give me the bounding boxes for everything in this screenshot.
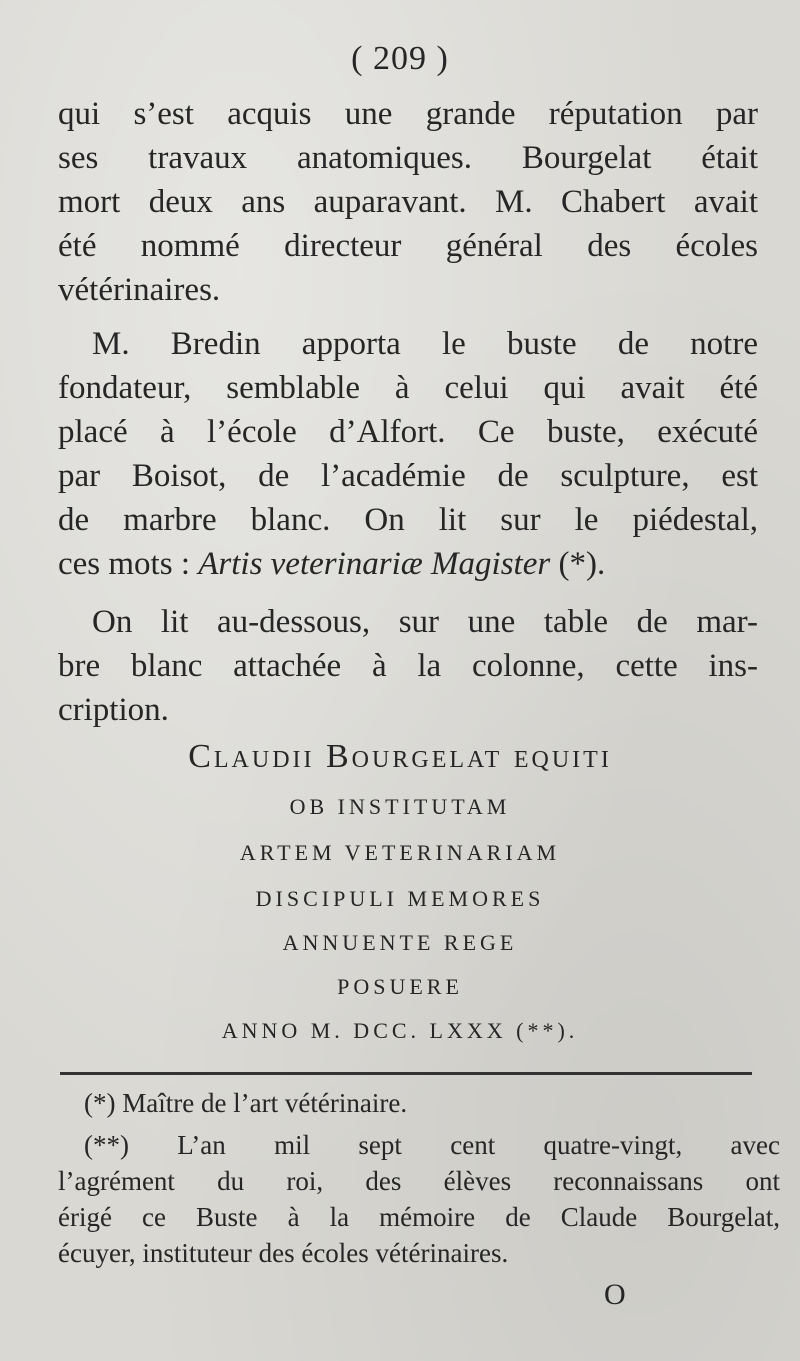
footnote-divider <box>60 1072 752 1075</box>
text-line: cription. <box>58 692 169 728</box>
latin-motto: Artis veterinariæ Magister <box>198 546 551 582</box>
text-line: placé à l’école d’Alfort. Ce buste, exécuté <box>58 414 758 450</box>
footnote-line: (**) L’an mil sept cent quatre-vingt, avec <box>84 1130 780 1160</box>
text-line-with-italic <box>58 542 758 586</box>
footnote-line: écuyer, instituteur des écoles vétérinaires. <box>58 1238 509 1268</box>
text-line: de marbre blanc. On lit sur le piédestal, <box>58 502 758 538</box>
inscription-line: ANNO M. DCC. LXXX (**). <box>221 1018 579 1043</box>
text-line: qui s’est acquis une grande réputation par <box>58 96 758 132</box>
inscription-line: ARTEM VETERINARIAM <box>239 840 561 865</box>
text-line: vétérinaires. <box>58 272 221 308</box>
inscription-line: DISCIPULI MEMORES <box>255 886 545 911</box>
footnote-line: (*) Maître de l’art vétérinaire. <box>84 1088 408 1118</box>
text-fragment: ces mots : <box>58 546 199 582</box>
text-line: par Boisot, de l’académie de sculpture, est <box>58 458 758 494</box>
text-line: été nommé directeur général des écoles <box>58 228 758 264</box>
inscription-line: ANNUENTE REGE <box>282 930 518 955</box>
text-fragment: (*). <box>550 546 606 582</box>
inscription-line: Claudii Bourgelat equiti <box>188 738 612 775</box>
text-line: fondateur, semblable à celui qui avait été <box>58 370 758 406</box>
text-line: bre blanc attachée à la colonne, cette ins- <box>58 648 758 684</box>
footnote-line: l’agrément du roi, des élèves reconnaissans ont <box>58 1166 780 1196</box>
inscription-line: OB INSTITUTAM <box>289 794 511 819</box>
footnote-line: érigé ce Buste à la mémoire de Claude Bourgelat, <box>58 1202 780 1232</box>
text-line: mort deux ans auparavant. M. Chabert avait <box>58 184 758 220</box>
text-line: M. Bredin apporta le buste de notre <box>92 326 758 362</box>
text-line: On lit au-dessous, sur une table de mar- <box>92 604 758 640</box>
inscription-line: POSUERE <box>337 974 463 999</box>
catchword: O <box>604 1278 626 1311</box>
text-line: ses travaux anatomiques. Bourgelat était <box>58 140 758 176</box>
page-number: ( 209 ) <box>351 40 449 77</box>
